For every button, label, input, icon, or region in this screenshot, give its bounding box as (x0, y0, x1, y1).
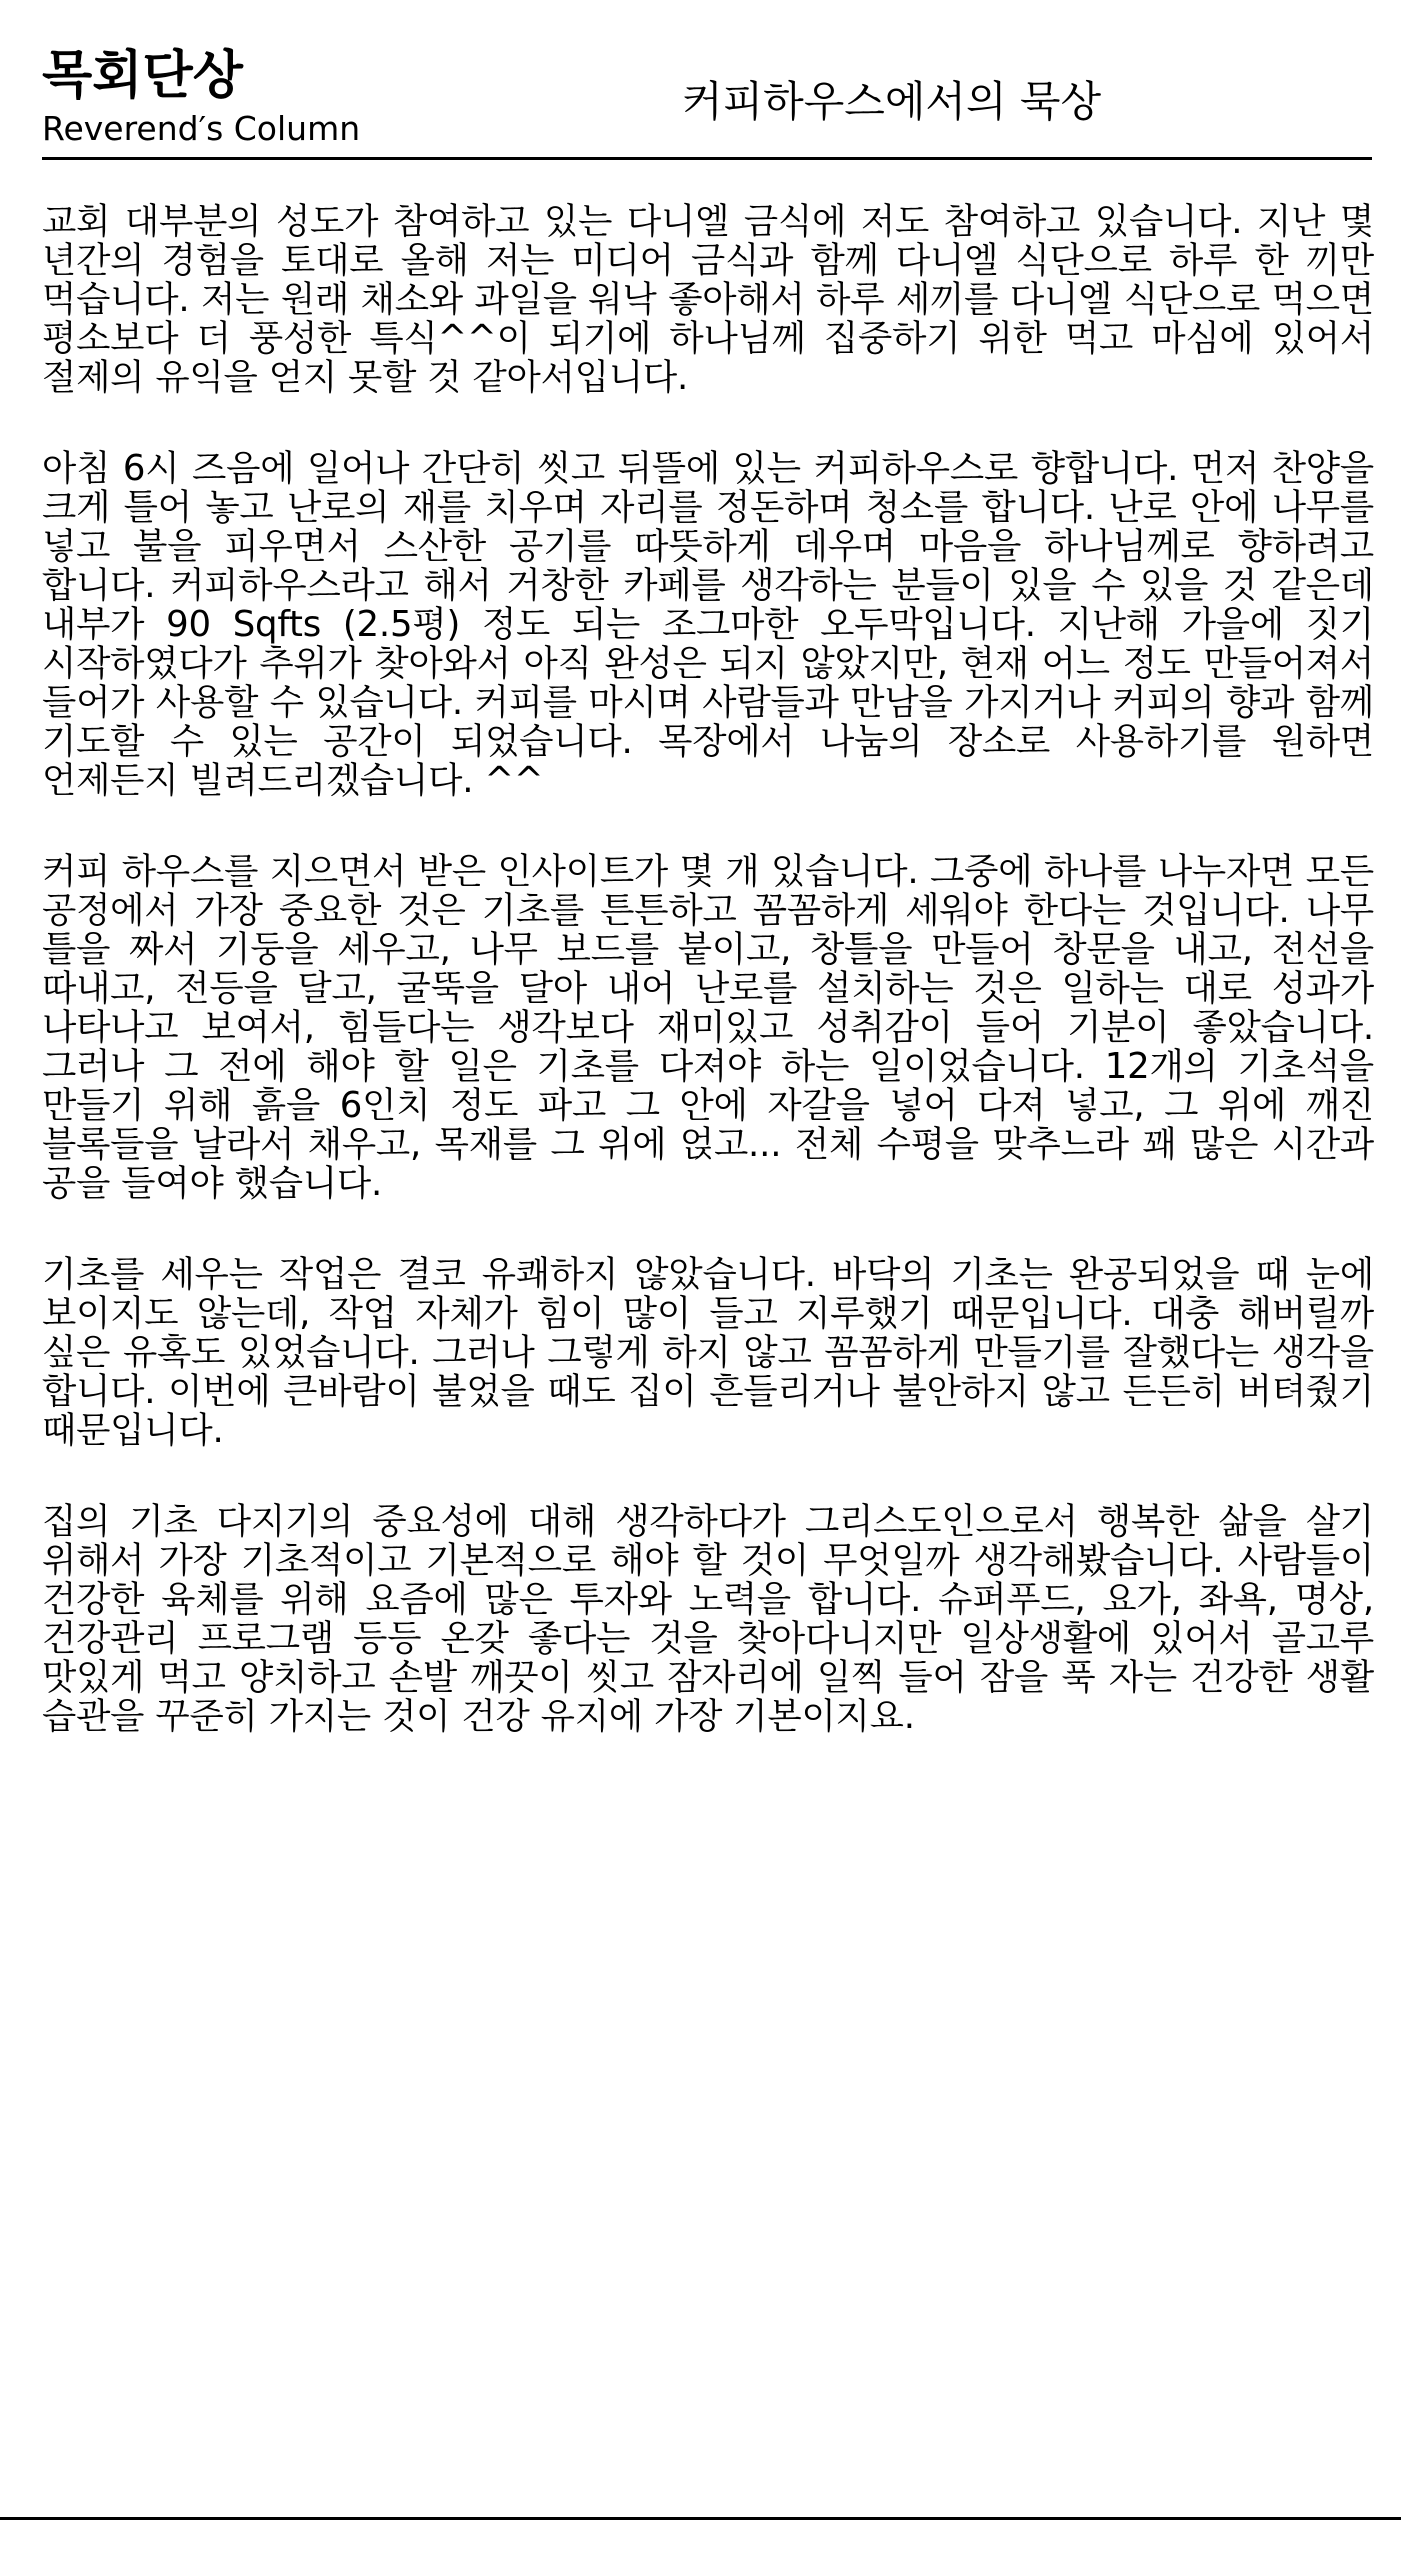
paragraph-5: 집의 기초 다지기의 중요성에 대해 생각하다가 그리스도인으로서 행복한 삶을 살기 위해서 가장 기초적이고 기본적으로 해야 할 것이 무엇일까 생각해봤습니다. 사람들이 건강한 육체를 위해 요즘에 많은 투자와 노력을 합니다. 슈퍼푸드, 요가, 좌욕, 명상, 건강관리 프로그램 등등 온갖 좋다는 것을 찾아다니지만 일상생활에 있어서 골고루 맛있게 먹고 양치하고 손발 깨끗이 씻고 잠자리에 일찍 들어 잠을 푹 자는 건강한 생활 습관을 꾸준히 가지는 것이 건강 유지에 가장 기본이지요. (42, 1501, 1374, 1737)
column-subtitle: Reverend′s Column (42, 109, 361, 148)
column-title: 목회단상 (42, 46, 243, 106)
article-body (42, 202, 1374, 1788)
page-header (42, 42, 1370, 154)
paragraph-2: 아침 6시 즈음에 일어나 간단히 씻고 뒤뜰에 있는 커피하우스로 향합니다. 먼저 찬양을 크게 틀어 놓고 난로의 재를 치우며 자리를 정돈하며 청소를 합니다. 난로 안에 나무를 넣고 불을 피우면서 스산한 공기를 따뜻하게 데우며 마음을 하나님께로 향하려고 합니다. 커피하우스라고 해서 거창한 카페를 생각하는 분들이 있을 수 있을 것 같은데 내부가 90 Sqfts (2.5평) 정도 되는 조그마한 오두막입니다. 지난해 가을에 짓기 시작하였다가 추위가 찾아와서 아직 완성은 되지 않았지만, 현재 어느 정도 만들어져서 들어가 사용할 수 있습니다. 커피를 마시며 사람들과 만남을 가지거나 커피의 향과 함께 기도할 수 있는 공간이 되었습니다. 목장에서 나눔의 장소로 사용하기를 원하면 언제든지 빌려드리겠습니다. ^^ (42, 448, 1374, 801)
article-title: 커피하우스에서의 묵상 (682, 77, 1102, 126)
paragraph-4: 기초를 세우는 작업은 결코 유쾌하지 않았습니다. 바닥의 기초는 완공되었을 때 눈에 보이지도 않는데, 작업 자체가 힘이 많이 들고 지루했기 때문입니다. 대충 해버릴까 싶은 유혹도 있었습니다. 그러나 그렇게 하지 않고 꼼꼼하게 만들기를 잘했다는 생각을 합니다. 이번에 큰바람이 불었을 때도 집이 흔들리거나 불안하지 않고 든든히 버텨줬기 때문입니다. (42, 1254, 1374, 1451)
footer-divider (0, 2517, 1401, 2520)
paragraph-3: 커피 하우스를 지으면서 받은 인사이트가 몇 개 있습니다. 그중에 하나를 나누자면 모든 공정에서 가장 중요한 것은 기초를 튼튼하고 꼼꼼하게 세워야 한다는 것입니다. 나무 틀을 짜서 기둥을 세우고, 나무 보드를 붙이고, 창틀을 만들어 창문을 내고, 전선을 따내고, 전등을 달고, 굴뚝을 달아 내어 난로를 설치하는 것은 일하는 대로 성과가 나타나고 보여서, 힘들다는 생각보다 재미있고 성취감이 들어 기분이 좋았습니다. 그러나 그 전에 해야 할 일은 기초를 다져야 하는 일이었습니다. 12개의 기초석을 만들기 위해 흙을 6인치 정도 파고 그 안에 자갈을 넣어 다져 넣고, 그 위에 깨진 블록들을 날라서 채우고, 목재를 그 위에 얹고... 전체 수평을 맞추느라 꽤 많은 시간과 공을 들여야 했습니다. (42, 851, 1374, 1204)
paragraph-1: 교회 대부분의 성도가 참여하고 있는 다니엘 금식에 저도 참여하고 있습니다. 지난 몇 년간의 경험을 토대로 올해 저는 미디어 금식과 함께 다니엘 식단으로 하루 한 끼만 먹습니다. 저는 원래 채소와 과일을 워낙 좋아해서 하루 세끼를 다니엘 식단으로 먹으면 평소보다 더 풍성한 특식^^이 되기에 하나님께 집중하기 위한 먹고 마심에 있어서 절제의 유익을 얻지 못할 것 같아서입니다. (42, 201, 1374, 398)
header-divider (42, 157, 1372, 160)
